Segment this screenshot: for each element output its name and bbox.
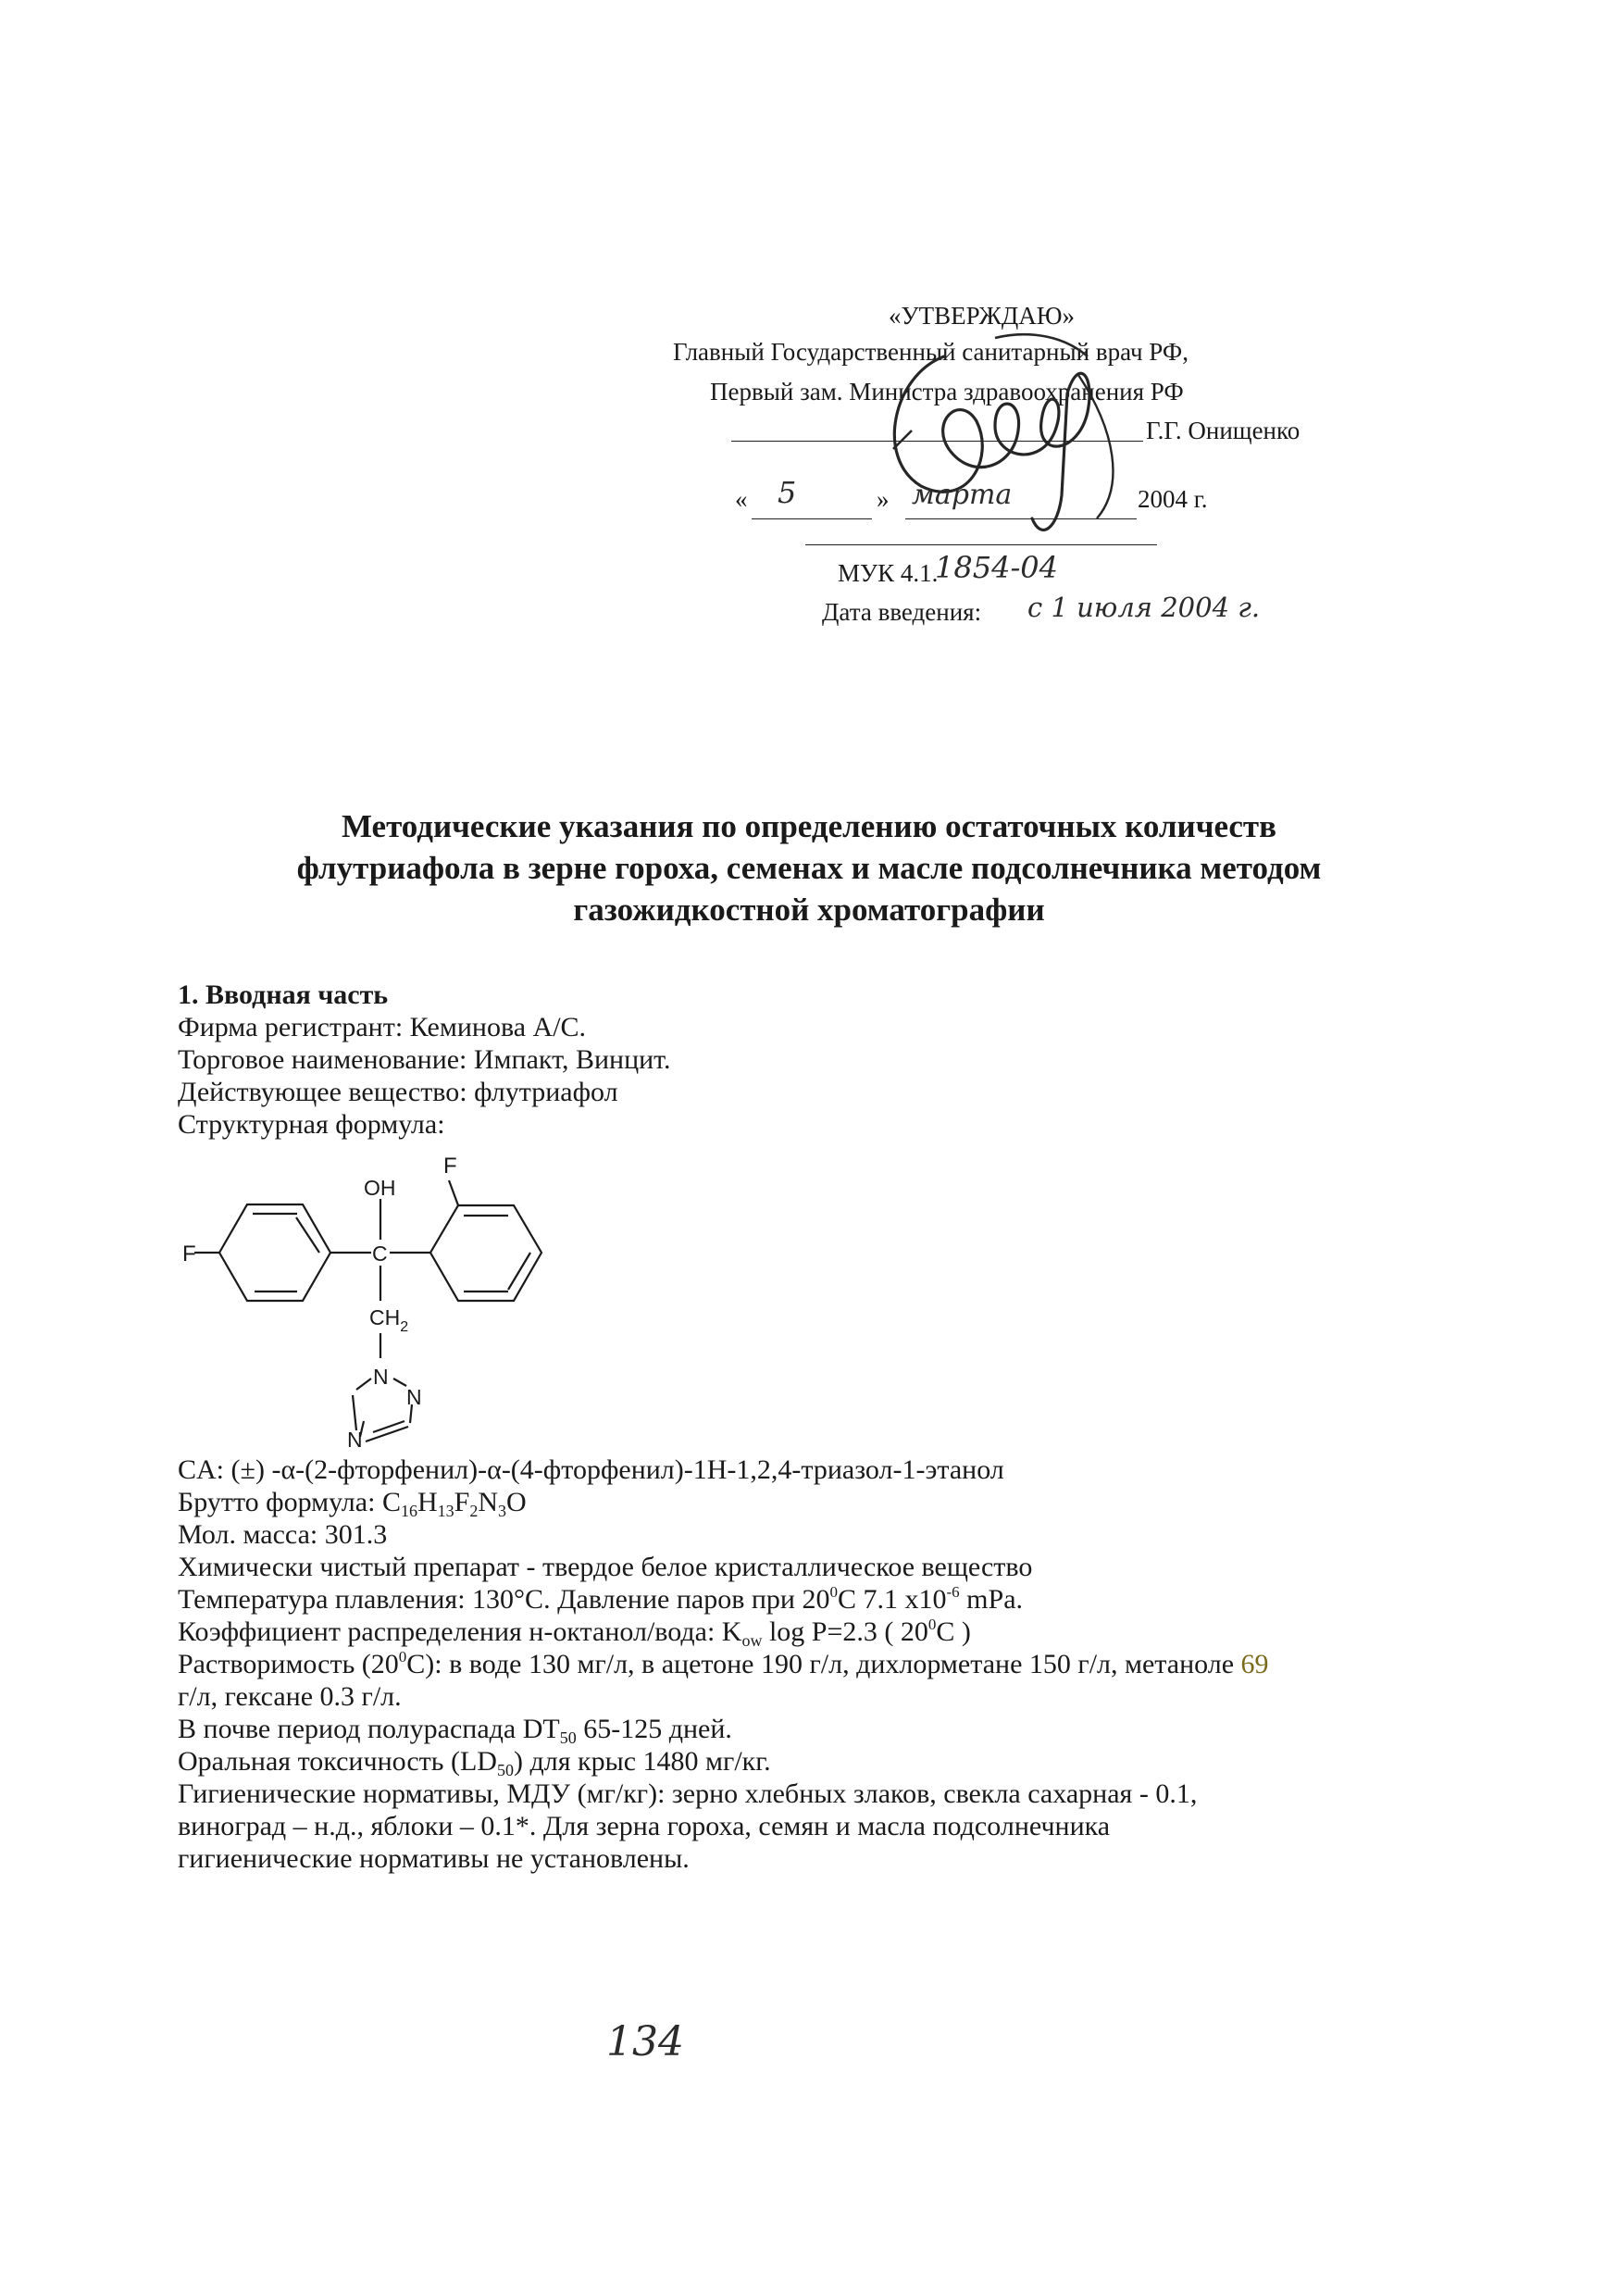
- structural-formula-diagram: [162, 1143, 588, 1458]
- introduction-date-handwritten: с 1 июля 2004 г.: [1027, 592, 1261, 623]
- melting-sup-2: -6: [946, 1583, 960, 1601]
- fluorophenyl-ring-4: [219, 1204, 330, 1301]
- gross-o: O: [505, 1487, 527, 1517]
- methylene-ch: CH: [369, 1305, 401, 1329]
- date-year: 2004 г.: [1138, 485, 1208, 513]
- page-number-handwritten: 134: [606, 2018, 684, 2065]
- kow-subscript: ow: [741, 1631, 763, 1650]
- registrant-firm: Фирма регистрант: Кеминова А/С.: [178, 1012, 587, 1042]
- document-title: [148, 805, 1470, 930]
- gross-formula: [178, 1486, 1474, 1518]
- fluorine-left: F: [182, 1242, 196, 1267]
- molecular-mass: Мол. масса: 301.3: [178, 1519, 388, 1550]
- kow-superscript: 0: [927, 1616, 937, 1633]
- date-day-handwritten: 5: [778, 475, 797, 510]
- muk-number-handwritten: 1854-04: [935, 550, 1058, 585]
- melting-point: [178, 1583, 1474, 1616]
- oral-toxicity: [178, 1745, 1474, 1778]
- toxicity-text-b: ) для крыс 1480 мг/кг.: [513, 1746, 771, 1777]
- date-month-handwritten: марта: [912, 479, 1013, 511]
- fluorophenyl-ring-2: [430, 1205, 541, 1301]
- melting-text-b: С 7.1 х10: [837, 1584, 947, 1615]
- gross-n: N: [478, 1487, 498, 1517]
- hygienic-standards-line1: Гигиенические нормативы, МДУ (мг/кг): зерно хлебных злаков, свекла сахарная - 0.1,: [178, 1778, 1198, 1809]
- pure-substance: Химически чистый препарат - твердое белое кристаллическое вещество: [178, 1552, 1033, 1582]
- handwritten-signature: [856, 319, 1162, 560]
- solubility-continued: г/л, гексане 0.3 г/л.: [178, 1681, 402, 1712]
- approver-title-line1: Главный Государственный санитарный врач РФ,: [673, 338, 1189, 366]
- date-day-line: [752, 518, 872, 519]
- solubility: [178, 1648, 1474, 1680]
- properties-block: [178, 1454, 1474, 1875]
- kow-text-c: C ): [936, 1616, 971, 1647]
- gross-n-count: 3: [497, 1502, 506, 1520]
- soil-subscript: 50: [559, 1728, 577, 1747]
- solubility-text-b: С): в воде 130 мг/л, в ацетоне 190 г/л, дихлорметане 150 г/л, метаноле: [406, 1649, 1241, 1679]
- title-line-2: флутриафола в зерне гороха, семенах и масле подсолнечника методом: [296, 850, 1322, 886]
- gross-f-count: 2: [469, 1502, 479, 1520]
- muk-divider: [805, 544, 1157, 545]
- nitrogen-2: N: [406, 1385, 422, 1409]
- kow-text-a: Коэффициент распределения н-октанол/вода: K: [178, 1616, 742, 1647]
- carbon-label: C: [372, 1242, 388, 1266]
- soil-text-a: В почве период полураспада DT: [178, 1714, 560, 1744]
- title-line-1: Методические указания по определению остаточных количеств: [341, 808, 1277, 844]
- solubility-methanol-value: 69: [1240, 1649, 1269, 1679]
- kow-text-b: log P=2.3 ( 20: [762, 1616, 928, 1647]
- soil-half-life: [178, 1713, 1474, 1745]
- gross-c: C: [381, 1487, 401, 1517]
- ca-name: CA: (±) -α-(2-фторфенил)-α-(4-фторфенил)-1Н-1,2,4-триазол-1-этанол: [178, 1454, 1004, 1485]
- date-close-quote: »: [877, 485, 890, 513]
- structural-formula-label: Структурная формула:: [178, 1109, 445, 1140]
- approver-title-line2: Первый зам. Министра здравоохранения РФ: [710, 378, 1184, 406]
- gross-formula-label: Брутто формула:: [178, 1487, 382, 1517]
- date-open-quote: «: [735, 485, 748, 513]
- muk-label: МУК 4.1.: [838, 559, 939, 587]
- introduction-date-label: Дата введения:: [822, 598, 982, 626]
- gross-f: F: [454, 1487, 470, 1517]
- toxicity-subscript: 50: [496, 1761, 514, 1779]
- gross-c-count: 16: [400, 1502, 417, 1520]
- nitrogen-4: N: [347, 1428, 363, 1452]
- hydroxyl-label: OH: [364, 1176, 396, 1200]
- methylene-label: [369, 1305, 408, 1335]
- gross-h: H: [417, 1487, 438, 1517]
- toxicity-text-a: Оральная токсичность (LD: [178, 1746, 497, 1777]
- nitrogen-1: N: [373, 1365, 389, 1389]
- approve-heading: «УТВЕРЖДАЮ»: [889, 302, 1076, 330]
- title-line-3: газожидкостной хроматографии: [573, 892, 1045, 928]
- approver-name: Г.Г. Онищенко: [1146, 417, 1301, 444]
- melting-text-a: Температура плавления: 130°С. Давление паров при 20: [178, 1584, 830, 1615]
- trade-name: Торговое наименование: Импакт, Винцит.: [178, 1044, 671, 1075]
- active-substance: Действующее вещество: флутриафол: [178, 1077, 618, 1107]
- methylene-subscript: 2: [400, 1319, 409, 1335]
- melting-text-c: mPa.: [959, 1584, 1024, 1615]
- date-month-line: [905, 518, 1137, 519]
- section-heading: 1. Вводная часть: [178, 980, 389, 1010]
- hygienic-standards-line3: гигиенические нормативы не установлены.: [178, 1843, 690, 1874]
- solubility-text-a: Растворимость (20: [178, 1649, 399, 1679]
- solubility-sup: 0: [398, 1648, 407, 1666]
- partition-coefficient: [178, 1616, 1474, 1648]
- gross-h-count: 13: [437, 1502, 454, 1520]
- fluorine-top: F: [443, 1154, 457, 1179]
- document-body: [178, 979, 1474, 1141]
- soil-text-b: 65-125 дней.: [576, 1714, 732, 1744]
- melting-sup-1: 0: [829, 1583, 838, 1601]
- hygienic-standards-line2: виноград – н.д., яблоки – 0.1*. Для зерна гороха, семян и масла подсолнечника: [178, 1811, 1111, 1841]
